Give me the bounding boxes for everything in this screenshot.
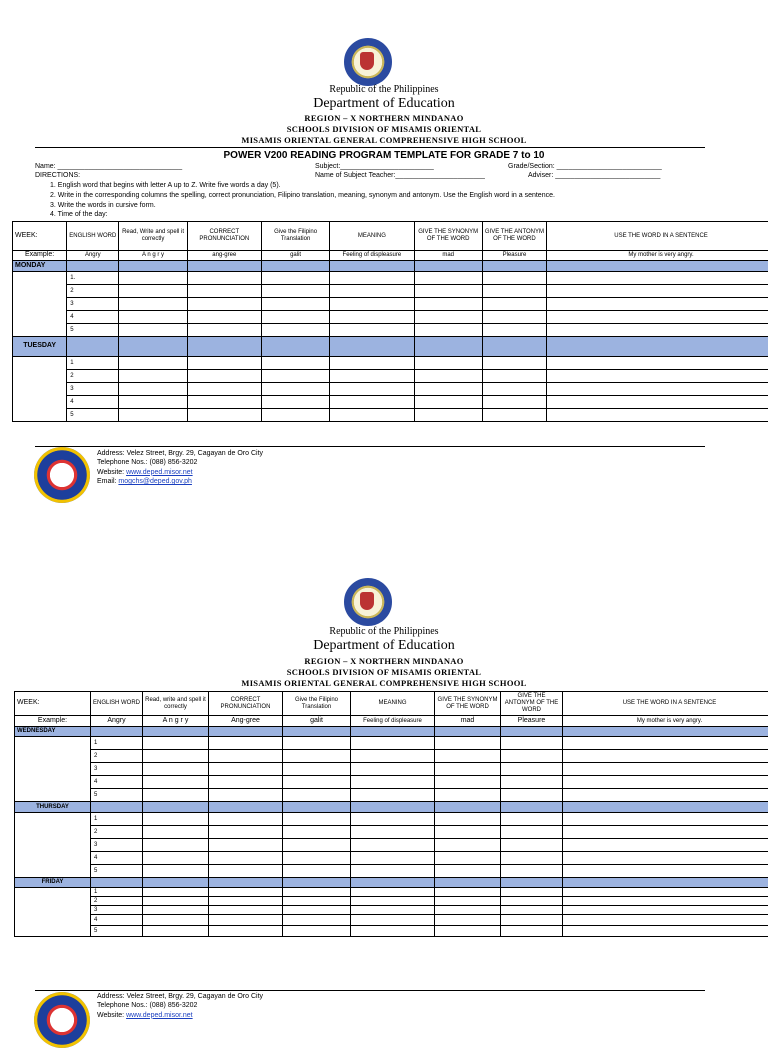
footer-contact: [97, 992, 263, 1020]
header-row: [13, 222, 768, 251]
row-number: 1: [91, 888, 143, 897]
region-text: REGION – X NORTHERN MINDANAO: [0, 113, 768, 123]
day-row-tuesday: [13, 337, 768, 357]
row-number: 5: [67, 324, 119, 337]
header-cell: GIVE THE ANTONYM OF THE WORD: [501, 692, 563, 716]
example-cell: ang-gree: [187, 251, 261, 261]
header-cell: Give the Filipino Translation: [283, 692, 351, 716]
header-cell: GIVE THE SYNONYM OF THE WORD: [414, 222, 482, 251]
row-number: 2: [67, 285, 119, 298]
example-cell: mad: [435, 716, 501, 727]
footer-telephone: Telephone Nos.: (088) 856-3202: [97, 458, 263, 467]
table-row[interactable]: [15, 926, 768, 937]
day-blank-cell: [15, 888, 91, 937]
example-cell: Angry: [67, 251, 119, 261]
example-cell: Pleasure: [501, 716, 563, 727]
school-text: MISAMIS ORIENTAL GENERAL COMPREHENSIVE HIGH SCHOOL: [0, 135, 768, 145]
adviser-field[interactable]: Adviser: ___________________________: [528, 172, 660, 179]
header-cell: Read, write and spell it correctly: [143, 692, 209, 716]
table-row[interactable]: [15, 826, 768, 839]
day-blank-cell: [13, 272, 67, 337]
row-number: 1: [67, 357, 119, 370]
reading-table-2: [14, 691, 768, 937]
website-label: Website:: [97, 469, 126, 476]
example-cell: Angry: [91, 716, 143, 727]
school-logo-icon: [34, 992, 90, 1048]
table-row[interactable]: [15, 839, 768, 852]
website-link[interactable]: www.deped.misor.net: [126, 469, 193, 476]
example-cell: A n g r y: [119, 251, 187, 261]
grade-section-field[interactable]: Grade/Section: ___________________________: [508, 163, 662, 170]
example-cell: My mother is very angry.: [563, 716, 768, 727]
row-number: 4: [91, 915, 143, 926]
row-number: 3: [91, 839, 143, 852]
row-number: 5: [91, 865, 143, 878]
division-text: SCHOOLS DIVISION OF MISAMIS ORIENTAL: [0, 124, 768, 134]
row-number: 4: [67, 396, 119, 409]
header-cell: ENGLISH WORD: [91, 692, 143, 716]
school-text: MISAMIS ORIENTAL GENERAL COMPREHENSIVE HIGH SCHOOL: [0, 678, 768, 688]
example-cell: Example:: [15, 716, 91, 727]
day-label: MONDAY: [13, 261, 67, 272]
table-row[interactable]: [13, 370, 768, 383]
day-label: WEDNESDAY: [15, 727, 91, 737]
direction-3: 3. Write the words in cursive form.: [50, 202, 156, 209]
example-cell: Feeling of displeasure: [330, 251, 414, 261]
example-row: [15, 716, 768, 727]
day-blank-cell: [13, 357, 67, 422]
email-link[interactable]: mogchs@deped.gov.ph: [118, 478, 192, 485]
table-row[interactable]: [15, 763, 768, 776]
table-row[interactable]: [13, 272, 768, 285]
day-row-friday: [15, 878, 768, 888]
direction-4: 4. Time of the day:: [50, 211, 108, 218]
table-row[interactable]: [13, 324, 768, 337]
website-label: Website:: [97, 1012, 126, 1019]
table-row[interactable]: [15, 776, 768, 789]
row-number: 2: [67, 370, 119, 383]
example-cell: Feeling of displeasure: [351, 716, 435, 727]
row-number: 3: [67, 383, 119, 396]
deped-seal-icon: [344, 38, 392, 86]
row-number: 2: [91, 826, 143, 839]
website-link[interactable]: www.deped.misor.net: [126, 1012, 193, 1019]
row-number: 4: [67, 311, 119, 324]
example-cell: Example:: [13, 251, 67, 261]
example-cell: galit: [261, 251, 329, 261]
example-cell: Pleasure: [482, 251, 546, 261]
footer-rule: [35, 990, 705, 991]
row-number: 1: [91, 737, 143, 750]
day-row-thursday: [15, 802, 768, 813]
header-cell: WEEK:: [15, 692, 91, 716]
header-cell: USE THE WORD IN A SENTENCE: [547, 222, 768, 251]
name-field[interactable]: Name: ________________________________: [35, 163, 182, 170]
row-number: 3: [67, 298, 119, 311]
footer-telephone: Telephone Nos.: (088) 856-3202: [97, 1001, 263, 1010]
row-number: 4: [91, 852, 143, 865]
subject-field[interactable]: Subject:________________________: [315, 163, 434, 170]
table-row[interactable]: [15, 888, 768, 897]
directions-label: DIRECTIONS:: [35, 172, 80, 179]
header-cell: Give the Filipino Translation: [261, 222, 329, 251]
page-1: [0, 0, 768, 520]
header-cell: GIVE THE ANTONYM OF THE WORD: [482, 222, 546, 251]
header-rule: [35, 147, 705, 148]
table-row[interactable]: [15, 897, 768, 906]
header-cell: WEEK:: [13, 222, 67, 251]
table-row[interactable]: [13, 383, 768, 396]
department-title: Department of Education: [0, 96, 768, 112]
header-cell: MEANING: [330, 222, 414, 251]
teacher-field[interactable]: Name of Subject Teacher:_______________________: [315, 172, 485, 179]
day-blank-cell: [15, 813, 91, 878]
direction-1: 1. English word that begins with letter A up to Z. Write five words a day (5).: [50, 182, 281, 189]
table-row[interactable]: [15, 737, 768, 750]
row-number: 3: [91, 763, 143, 776]
example-cell: galit: [283, 716, 351, 727]
row-number: 4: [91, 776, 143, 789]
example-cell: Ang-gree: [209, 716, 283, 727]
row-number: 1: [91, 813, 143, 826]
region-text: REGION – X NORTHERN MINDANAO: [0, 656, 768, 666]
footer-address: Address: Velez Street, Brgy. 29, Cagayan de Oro City: [97, 992, 263, 1001]
day-label: TUESDAY: [13, 337, 67, 357]
day-row-monday: [13, 261, 768, 272]
table-row[interactable]: [15, 906, 768, 915]
example-cell: mad: [414, 251, 482, 261]
header-cell: MEANING: [351, 692, 435, 716]
school-logo-icon: [34, 447, 90, 503]
row-number: 2: [91, 897, 143, 906]
header-cell: CORRECT PRONUNCIATION: [187, 222, 261, 251]
header-cell: GIVE THE SYNONYM OF THE WORD: [435, 692, 501, 716]
page-2: [0, 520, 768, 1024]
republic-text: Republic of the Philippines: [0, 626, 768, 637]
email-label: Email:: [97, 478, 118, 485]
example-row: [13, 251, 768, 261]
example-cell: A n g r y: [143, 716, 209, 727]
footer-rule: [35, 446, 705, 447]
reading-table-1: [12, 221, 768, 422]
row-number: 1.: [67, 272, 119, 285]
row-number: 3: [91, 906, 143, 915]
table-row[interactable]: [13, 311, 768, 324]
day-label: FRIDAY: [15, 878, 91, 888]
form-title: POWER V200 READING PROGRAM TEMPLATE FOR GRADE 7 to 10: [0, 150, 768, 161]
example-cell: My mother is very angry.: [547, 251, 768, 261]
deped-seal-icon: [344, 578, 392, 626]
table-row[interactable]: [13, 409, 768, 422]
day-label: THURSDAY: [15, 802, 91, 813]
footer-contact: [97, 449, 263, 487]
table-row[interactable]: [15, 789, 768, 802]
division-text: SCHOOLS DIVISION OF MISAMIS ORIENTAL: [0, 667, 768, 677]
table-row[interactable]: [13, 357, 768, 370]
footer-address: Address: Velez Street, Brgy. 29, Cagayan de Oro City: [97, 449, 263, 458]
day-blank-cell: [15, 737, 91, 802]
day-row-wednesday: [15, 727, 768, 737]
row-number: 5: [91, 926, 143, 937]
table-row[interactable]: [15, 750, 768, 763]
table-row[interactable]: [15, 813, 768, 826]
republic-text: Republic of the Philippines: [0, 84, 768, 95]
table-row[interactable]: [15, 852, 768, 865]
table-row[interactable]: [13, 396, 768, 409]
department-title: Department of Education: [0, 638, 768, 654]
row-number: 2: [91, 750, 143, 763]
header-cell: CORRECT PRONUNCIATION: [209, 692, 283, 716]
header-cell: USE THE WORD IN A SENTENCE: [563, 692, 768, 716]
direction-2: 2. Write in the corresponding columns the spelling, correct pronunciation, Filipino translation, meaning, synonym and antonym. Use the English word in a sentence.: [50, 192, 555, 199]
header-cell: ENGLISH WORD: [67, 222, 119, 251]
table-row[interactable]: [15, 915, 768, 926]
header-row: [15, 692, 768, 716]
table-row[interactable]: [15, 865, 768, 878]
table-row[interactable]: [13, 298, 768, 311]
row-number: 5: [91, 789, 143, 802]
table-row[interactable]: [13, 285, 768, 298]
header-cell: Read, Write and spell it correctly: [119, 222, 187, 251]
row-number: 5: [67, 409, 119, 422]
